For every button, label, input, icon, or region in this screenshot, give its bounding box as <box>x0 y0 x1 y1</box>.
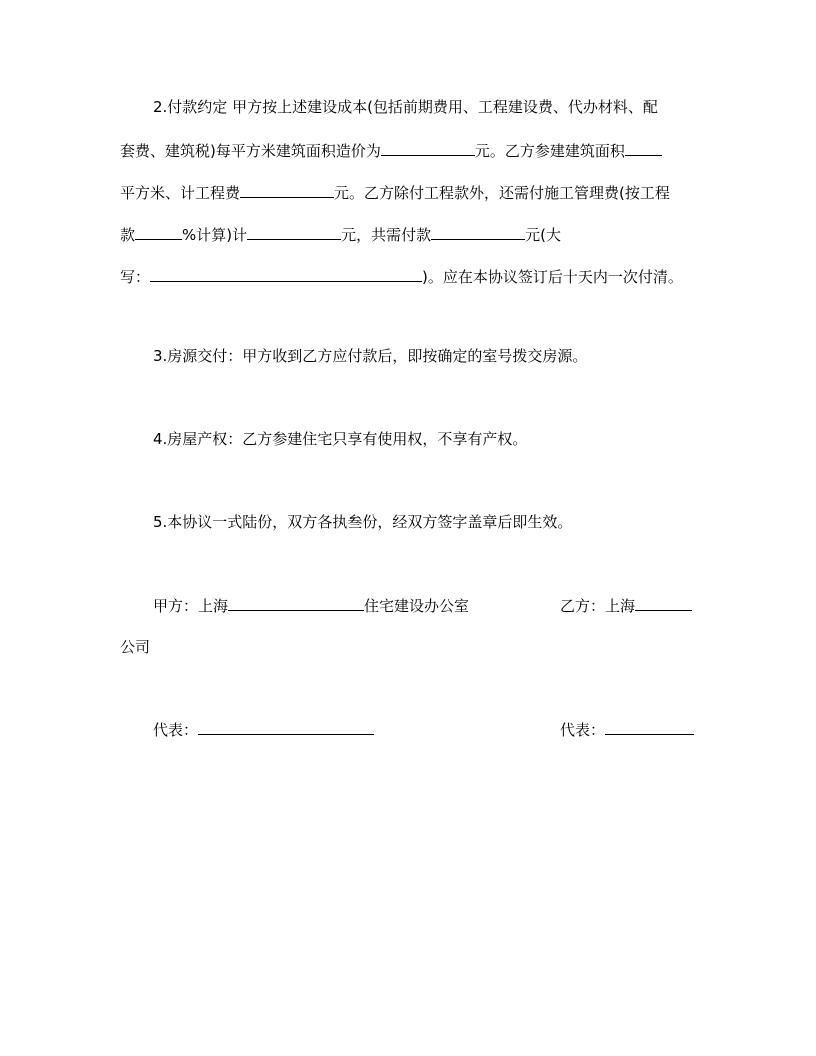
document-page <box>120 0 698 1056</box>
clause-3-text: 3.房源交付：甲方收到乙方应付款后，即按确定的室号拨交房源。 <box>153 347 588 365</box>
construction-fee-blank[interactable] <box>240 182 334 198</box>
management-fee-blank[interactable] <box>247 224 341 240</box>
clause-4 <box>153 429 698 449</box>
clause-3 <box>153 346 698 366</box>
party-b-name-blank[interactable] <box>635 595 692 611</box>
total-payment-blank[interactable] <box>431 224 525 240</box>
clause-2-line-4 <box>120 224 698 245</box>
party-b-org: 公司 <box>120 638 151 656</box>
clause-2-text: %计算)计 <box>182 226 248 244</box>
rep-b-label: 代表： <box>560 721 606 739</box>
price-per-sqm-blank[interactable] <box>381 140 475 156</box>
party-b-line <box>560 595 692 616</box>
clause-2-text: 元。乙方参建建筑面积 <box>474 142 625 160</box>
amount-in-words-blank[interactable] <box>150 266 422 282</box>
party-a-org: 住宅建设办公室 <box>364 597 470 615</box>
rep-a-signature-blank[interactable] <box>198 719 374 735</box>
party-b-label: 乙方：上海 <box>560 597 636 615</box>
rep-b-signature-blank[interactable] <box>605 719 694 735</box>
party-a-label: 甲方：上海 <box>153 597 229 615</box>
clause-2-text: 元，共需付款 <box>341 226 432 244</box>
clause-4-text: 4.房屋产权：乙方参建住宅只享有使用权，不享有产权。 <box>153 430 528 448</box>
rep-b-line <box>560 719 694 740</box>
clause-5-text: 5.本协议一式陆份，双方各执叁份，经双方签字盖章后即生效。 <box>153 513 573 531</box>
party-a-name-blank[interactable] <box>228 595 364 611</box>
clause-2-line-3 <box>120 182 698 203</box>
percent-blank[interactable] <box>135 224 182 240</box>
clause-2-line-2 <box>120 140 698 161</box>
clause-2-line-5 <box>120 266 698 287</box>
clause-2-text: 款 <box>120 226 136 244</box>
clause-2-text: 元(大 <box>525 226 561 244</box>
clause-2-text: )。应在本协议签订后十天内一次付清。 <box>422 268 683 286</box>
clause-5 <box>153 512 698 532</box>
clause-2-text: 平方米、计工程费 <box>120 184 241 202</box>
clause-2-text: 套费、建筑税)每平方米建筑面积造价为 <box>120 142 381 160</box>
area-blank[interactable] <box>625 140 662 156</box>
rep-a-label: 代表： <box>153 721 199 739</box>
clause-2-line-1 <box>153 97 698 117</box>
clause-2-text: 写： <box>120 268 151 286</box>
clause-2-text: 2.付款约定 甲方按上述建设成本(包括前期费用、工程建设费、代办材料、配 <box>153 98 658 116</box>
clause-2-text: 元。乙方除付工程款外，还需付施工管理费(按工程 <box>334 184 670 202</box>
party-b-suffix-line <box>120 637 698 657</box>
